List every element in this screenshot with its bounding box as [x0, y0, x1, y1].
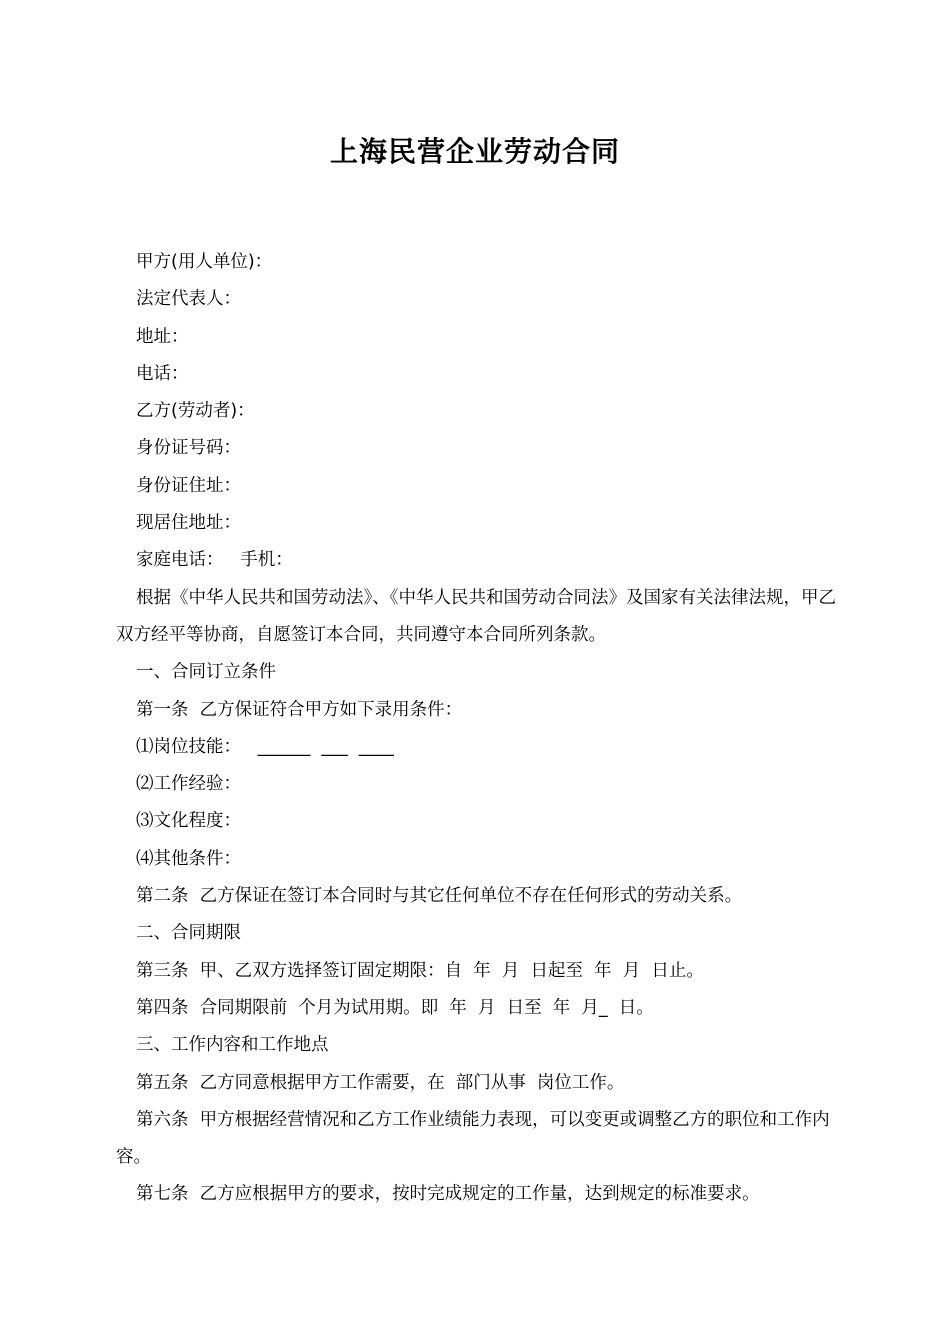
section-heading-2: 二、合同期限 [136, 923, 241, 944]
party-a-line: 甲方(用人单位)： [136, 252, 273, 272]
article-5: 第五条 乙方同意根据甲方工作需要，在 部门从事 岗位工作。 [136, 1072, 625, 1093]
current-address-line: 现居住地址： [136, 513, 241, 534]
address-line: 地址： [136, 326, 189, 347]
id-address-line: 身份证住址： [136, 475, 241, 496]
section-heading-3: 三、工作内容和工作地点 [136, 1035, 329, 1056]
legal-representative-line: 法定代表人： [136, 289, 241, 310]
document-title: 上海民营企业劳动合同 [329, 135, 620, 168]
condition-other: ⑷其他条件： [136, 848, 241, 869]
condition-education: ⑶文化程度： [136, 811, 241, 832]
home-phone-mobile-line: 家庭电话： 手机： [136, 550, 293, 571]
article-7: 第七条 乙方应根据甲方的要求，按时完成规定的工作量，达到规定的标准要求。 [136, 1184, 760, 1205]
preamble-paragraph: 根据《中华人民共和国劳动法》、《中华人民共和国劳动合同法》及国家有关法律法规，甲乙双方经平等协商，自愿签订本合同，共同遵守本合同所列条款。 [116, 587, 836, 645]
article-2: 第二条 乙方保证在签订本合同时与其它任何单位不存在任何形式的劳动关系。 [136, 886, 743, 907]
document-body [116, 244, 836, 1214]
id-number-line: 身份证号码： [136, 438, 241, 459]
article-4: 第四条 合同期限前 个月为试用期。即 年 月 日至 年 月_ 日。 [136, 997, 654, 1018]
section-heading-1: 一、合同订立条件 [136, 662, 276, 683]
party-b-line: 乙方(劳动者)： [136, 401, 255, 422]
article-3: 第三条 甲、乙双方选择签订固定期限：自 年 月 日起至 年 月 日止。 [136, 960, 704, 981]
phone-line: 电话： [136, 363, 189, 384]
condition-experience: ⑵工作经验： [136, 774, 241, 795]
article-6: 第六条 甲方根据经营情况和乙方工作业绩能力表现，可以变更或调整乙方的职位和工作内容。 [116, 1109, 830, 1168]
article-1: 第一条 乙方保证符合甲方如下录用条件： [136, 699, 463, 720]
condition-skills: ⑴岗位技能： ______ ___ ____ [136, 736, 394, 757]
